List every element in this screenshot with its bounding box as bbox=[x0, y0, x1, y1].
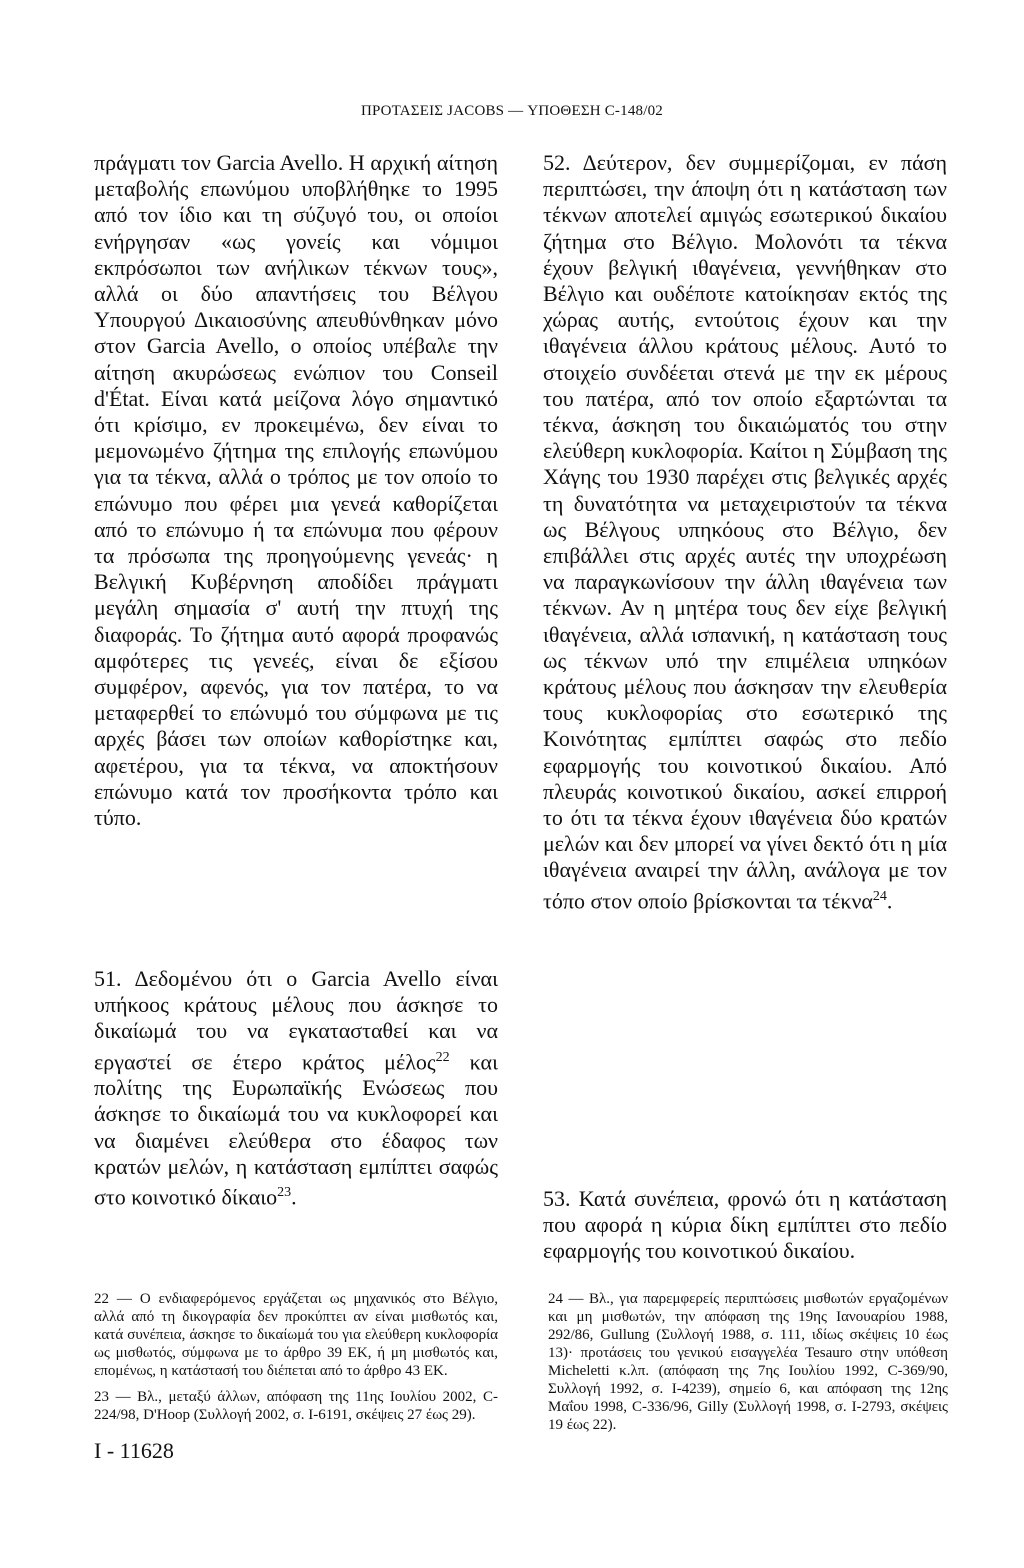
footnote-ref-24[interactable]: 24 bbox=[872, 888, 887, 904]
paragraph-51-end: . bbox=[291, 1184, 297, 1210]
footnote-24: 24 — Βλ., για παρεμφερείς περιπτώσεις μισθωτών εργαζομένων και μη μισθωτών, την απόφαση της 19ης Ιανουαρίου 1988, 292/86, Gullung (Συλλογή 1988, σ. 111, ιδίως σκέψεις 10 έως 13)· προτάσεις του γενικού εισαγγελέα Tesauro στην υπόθεση Micheletti κ.λπ. (απόφαση της 7ης Ιουλίου 1992, C-369/90, Συλλογή 1992, σ. I-4239), σημείο 6, και απόφαση της 12ης Μαΐου 1998, C-336/96, Gilly (Συλλογή 1998, σ. I-2793, σκέψεις 19 έως 22). bbox=[548, 1291, 948, 1433]
footnote-23: 23 — Βλ., μεταξύ άλλων, απόφαση της 11ης Ιουλίου 2002, C-224/98, D'Hoop (Συλλογή 2002, σ. I-6191, σκέψεις 27 έως 29). bbox=[94, 1389, 498, 1423]
footnote-ref-22[interactable]: 22 bbox=[435, 1049, 450, 1065]
paragraph-52 bbox=[543, 150, 947, 914]
paragraph-52-text bbox=[543, 150, 947, 914]
paragraph-50-text: πράγματι τον Garcia Avello. Η αρχική αίτηση μεταβολής επωνύμου υποβλήθηκε το 1995 από τον ίδιο και τη σύζυγό του, οι οποίοι ενήργησαν «ως γονείς και νόμιμοι εκπρόσωποι των ανήλικων τέκνων τους», αλλά οι δύο απαντήσεις του Βέλγου Υπουργού Δικαιοσύνης απευθύνθηκαν μόνο στον Garcia Avello, ο οποίος υπέβαλε την αίτηση ακυρώσεως ενώπιον του Conseil d'État. Είναι κατά μείζονα λόγο σημαντικό ότι κρίσιμο, εν προκειμένω, δεν είναι το μεμονωμένο ζήτημα της επιλογής επωνύμου για τα τέκνα, αλλά ο τρόπος με τον οποίο το επώνυμο που φέρει μια γενεά καθορίζεται από το επώνυμο ή τα επώνυμα που φέρουν τα πρόσωπα της προηγούμενης γενεάς· η Βελγική Κυβέρνηση αποδίδει πράγματι μεγάλη σημασία σ' αυτή την πτυχή της διαφοράς. Το ζήτημα αυτό αφορά προφανώς αμφότερες τις γενεές, είναι δε εξίσου συμφέρον, αφενός, για τον πατέρα, το να μεταφερθεί το επώνυμό του σύμφωνα με τις αρχές βάσει των οποίων καθορίστηκε και, αφετέρου, για τα τέκνα, να αποκτήσουν επώνυμο κατά τον προσήκοντα τρόπο και τύπο. bbox=[94, 150, 498, 831]
paragraph-52-end: . bbox=[886, 888, 893, 914]
paragraph-51-text bbox=[94, 966, 498, 1210]
footnote-ref-23[interactable]: 23 bbox=[277, 1184, 292, 1200]
paragraph-53-text: 53. Κατά συνέπεια, φρονώ ότι η κατάσταση που αφορά η κύρια δίκη εμπίπτει στο πεδίο εφαρμογής του κοινοτικού δικαίου. bbox=[543, 1186, 947, 1264]
footnote-22: 22 — Ο ενδιαφερόμενος εργάζεται ως μηχανικός στο Βέλγιο, αλλά από τη δικογραφία δεν προκύπτει αν είναι μισθωτός και, κατά συνέπεια, άσκησε το δικαίωμά του για ελεύθερη κυκλοφορία ως μισθωτός, σύμφωνα με το άρθρο 39 ΕΚ, ή μη μισθωτός και, επομένως, η κατάστασή του διέπεται από το άρθρο 43 ΕΚ. bbox=[94, 1291, 498, 1379]
paragraph-53 bbox=[543, 1186, 947, 1265]
paragraph-52-body: 52. Δεύτερον, δεν συμμερίζομαι, εν πάση περιπτώσει, την άποψη ότι η κατάσταση των τέκνων αποτελεί αμιγώς εσωτερικού δικαίου ζήτημα στο Βέλγιο. Μολονότι τα τέκνα έχουν βελγική ιθαγένεια, γεννήθηκαν στο Βέλγιο και ουδέποτε κατοίκησαν εκτός της χώρας αυτής, εντούτοις έχουν και την ιθαγένεια άλλου κράτους μέλους. Αυτό το στοιχείο συνδέεται στενά με την εκ μέρους του πατέρα, από τον οποίο εξαρτώνται τα τέκνα, άσκηση του δικαιώματός του στην ελεύθερη κυκλοφορία. Καίτοι η Σύμβαση της Χάγης του 1930 παρέχει στις βελγικές αρχές τη δυνατότητα να μεταχειριστούν τα τέκνα ως Βέλγους υπηκόους στο Βέλγιο, δεν επιβάλλει στις αρχές αυτές την υποχρέωση να παραγκωνίσουν την άλλη ιθαγένεια των τέκνων. Αν η μητέρα τους δεν είχε βελγική ιθαγένεια, αλλά ισπανική, η κατάσταση τους ως τέκνων υπό την επιμέλεια υπηκόων κράτους μέλους που άσκησαν την ελευθερία τους κυκλοφορίας στο εσωτερικό της Κοινότητας εμπίπτει σαφώς στο πεδίο εφαρμογής του κοινοτικού δικαίου. Από πλευράς κοινοτικού δικαίου, ασκεί επιρροή το ότι τα τέκνα έχουν ιθαγένεια δύο κρατών μελών και δεν μπορεί να γίνει δεκτό ότι η μία ιθαγένεια αναιρεί την άλλη, ανάλογα με τον τόπο στον οποίο βρίσκονται τα τέκνα bbox=[543, 150, 947, 914]
paragraph-51-part-b: και πολίτης της Ευρωπαϊκής Ενώσεως που άσκησε το δικαίωμά του να κυκλοφορεί και να διαμένει ελεύθερα στο έδαφος των κρατών μελών, η κατάσταση εμπίπτει σαφώς στο κοινοτικό δίκαιο bbox=[94, 1048, 498, 1210]
paragraph-50-continued bbox=[94, 150, 498, 831]
running-header: ΠΡΟΤΑΣΕΙΣ JACOBS — ΥΠΟΘΕΣΗ C-148/02 bbox=[361, 103, 663, 119]
paragraph-51-part-a: 51. Δεδομένου ότι ο Garcia Avello είναι υπήκοος κράτους μέλους που άσκησε το δικαίωμά του να εγκατασταθεί και να εργαστεί σε έτερο κράτος μέλος bbox=[94, 966, 498, 1074]
page-number: I - 11628 bbox=[94, 1438, 174, 1463]
paragraph-51 bbox=[94, 966, 498, 1210]
